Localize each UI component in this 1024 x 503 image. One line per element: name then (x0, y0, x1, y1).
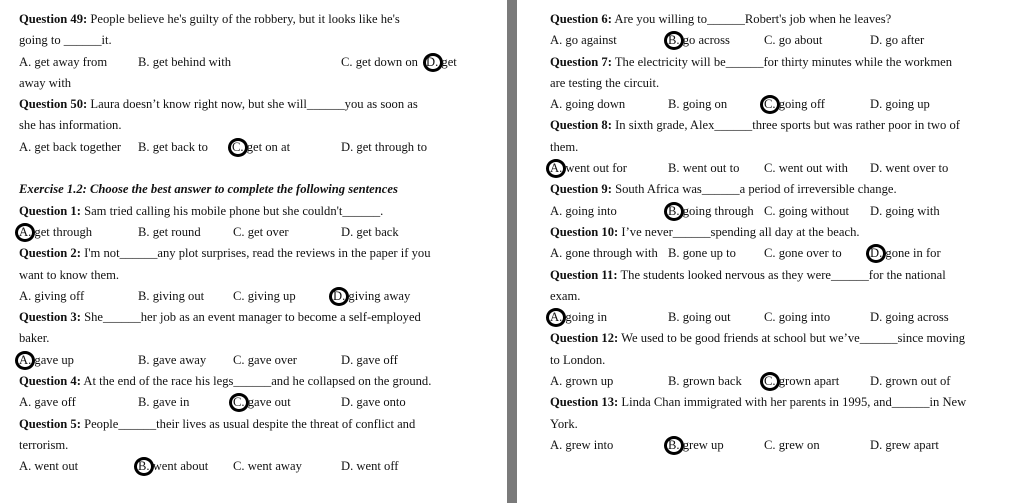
option-c[interactable]: C. giving up (233, 288, 296, 303)
question-8-text-2: them. (550, 139, 579, 154)
option-a[interactable]: A. get away from (19, 54, 108, 69)
option-b[interactable]: B. going out (668, 310, 731, 325)
question-5-line-1 (19, 414, 469, 435)
option-c[interactable]: C. gave over (233, 352, 297, 367)
question-1-number: Question 1: (19, 203, 81, 218)
option-c[interactable]: C. gave out (233, 395, 291, 410)
option-c[interactable]: C. get over (233, 224, 289, 239)
option-d[interactable]: D. grown out of (870, 374, 951, 389)
question-4-text: At the end of the race his legs______and he collapsed on the ground. (80, 374, 432, 389)
option-b[interactable]: B. went out to (668, 161, 740, 176)
question-49-line-1 (19, 9, 469, 30)
option-d[interactable]: D. went off (341, 459, 399, 474)
question-7-line-2 (550, 73, 1010, 94)
option-c[interactable]: C. go about (764, 33, 823, 48)
question-13-text: Linda Chan immigrated with her parents in 1995, and______in New (618, 395, 967, 410)
option-b[interactable]: B. going on (668, 97, 728, 112)
option-d[interactable]: D. gave off (341, 352, 398, 367)
question-9-line-1 (550, 179, 1010, 200)
exercise-title: Exercise 1.2 (19, 182, 83, 197)
question-11-text-2: exam. (550, 288, 581, 303)
option-a[interactable]: A. going into (550, 203, 617, 218)
option-a[interactable]: A. grown up (550, 374, 614, 389)
option-c[interactable]: C. grew on (764, 437, 820, 452)
question-9-text: South Africa was______a period of irreversible change. (611, 182, 897, 197)
option-a[interactable]: A. went out for (550, 161, 627, 176)
question-2-number: Question 2: (19, 246, 81, 261)
question-49-text: People believe he's guilty of the robbery, but it looks like he's (87, 12, 400, 26)
question-12-text-2: to London. (550, 352, 606, 367)
question-5-number: Question 5: (19, 416, 81, 431)
question-13-line-2 (550, 414, 1010, 435)
question-11-options (550, 307, 1010, 328)
option-a[interactable]: A. gone through with (550, 246, 658, 261)
option-a[interactable]: A. grew into (550, 437, 614, 452)
option-d[interactable]: D. gone in for (870, 246, 941, 261)
question-11-line-1 (550, 265, 1010, 286)
question-6-line-1 (550, 9, 1010, 30)
question-7-text-2: are testing the circuit. (550, 75, 660, 90)
question-6-number: Question 6: (550, 12, 612, 26)
option-b[interactable]: B. grown back (668, 374, 742, 389)
question-3-text: She______her job as an event manager to become a self-employed (80, 310, 421, 325)
option-a[interactable]: A. get back together (19, 139, 122, 154)
question-4-number: Question 4: (19, 374, 81, 389)
option-c[interactable]: C. went out with (764, 161, 848, 176)
question-12-line-1 (550, 328, 1010, 349)
question-1-line-1 (19, 201, 469, 222)
question-49-number: Question 49: (19, 12, 88, 26)
question-5-text-2: terrorism. (19, 437, 69, 452)
question-12-text: We used to be good friends at school but we’ve______since moving (618, 331, 965, 346)
question-49-line-2 (19, 30, 469, 51)
left-page (0, 0, 507, 503)
option-a[interactable]: A. gave off (19, 395, 76, 410)
option-d[interactable]: D. grew apart (870, 437, 939, 452)
option-c[interactable]: C. get down on (341, 54, 418, 69)
option-c[interactable]: C. grown apart (764, 374, 840, 389)
option-d[interactable]: D. get through to (341, 139, 428, 154)
question-9-number: Question 9: (550, 182, 612, 197)
question-4-line-1 (19, 371, 469, 392)
option-c[interactable]: C. going without (764, 203, 850, 218)
question-7-text: The electricity will be______for thirty minutes while the workmen (611, 54, 953, 69)
question-50-number: Question 50: (19, 97, 88, 112)
exercise-heading (19, 179, 469, 200)
question-7-options (550, 94, 1010, 115)
question-6-options (550, 30, 1010, 51)
option-d[interactable]: D. get back (341, 224, 399, 239)
option-b[interactable]: B. gave in (138, 395, 190, 410)
question-10-line-1 (550, 222, 1010, 243)
question-1-options (19, 222, 469, 243)
right-column (550, 9, 1010, 456)
question-2-text: I'm not______any plot surprises, read the reviews in the paper if you (80, 246, 431, 261)
question-5-line-2 (19, 435, 469, 456)
option-d[interactable]: D. giving away (333, 288, 411, 303)
question-3-number: Question 3: (19, 310, 81, 325)
option-a[interactable]: A. go against (550, 33, 617, 48)
option-b[interactable]: B. go across (668, 33, 730, 48)
question-10-text: I’ve never______spending all day at the beach. (618, 224, 860, 239)
option-b[interactable]: B. get behind with (138, 54, 232, 69)
question-2-line-2 (19, 265, 469, 286)
option-c[interactable]: C. going into (764, 310, 831, 325)
question-7-line-1 (550, 52, 1010, 73)
option-c[interactable]: C. get on at (232, 139, 291, 154)
question-11-line-2 (550, 286, 1010, 307)
question-13-line-1 (550, 392, 1010, 413)
option-d[interactable]: D. go after (870, 33, 925, 48)
option-a[interactable]: A. going down (550, 97, 626, 112)
question-1-text: Sam tried calling his mobile phone but she couldn't______. (80, 203, 384, 218)
option-c[interactable]: C. going off (764, 97, 825, 112)
question-7-number: Question 7: (550, 54, 612, 69)
option-a[interactable]: A. get through (19, 224, 93, 239)
left-column (19, 9, 469, 478)
option-d[interactable]: D. going with (870, 203, 940, 218)
exercise-instruction: : Choose the best answer to complete the following sentences (82, 182, 398, 197)
question-10-options (550, 243, 1010, 264)
question-12-options (550, 371, 1010, 392)
question-8-line-2 (550, 137, 1010, 158)
option-a[interactable]: A. going in (550, 310, 608, 325)
question-8-line-1 (550, 115, 1010, 136)
page-divider (507, 0, 517, 503)
option-b[interactable]: B. get back to (138, 139, 208, 154)
option-b[interactable]: B. gave away (138, 352, 207, 367)
option-b[interactable]: B. went about (138, 459, 209, 474)
spacer (19, 158, 469, 179)
option-d[interactable]: D. gave onto (341, 395, 406, 410)
option-d[interactable]: D. going across (870, 310, 949, 325)
option-d[interactable]: D. get (426, 54, 457, 69)
question-49-option-d-cont: away with (19, 75, 72, 90)
question-11-number: Question 11: (550, 267, 618, 282)
right-page (517, 0, 1024, 503)
option-b[interactable]: B. giving out (138, 288, 205, 303)
question-49-option-cont (19, 73, 469, 94)
question-5-options (19, 456, 469, 477)
question-6-text: Are you willing to______Robert's job when he leaves? (611, 12, 892, 26)
option-b[interactable]: B. going through (668, 203, 754, 218)
option-a[interactable]: A. giving off (19, 288, 85, 303)
question-2-line-1 (19, 243, 469, 264)
question-5-text: People______their lives as usual despite the threat of conflict and (80, 416, 416, 431)
option-a[interactable]: A. went out (19, 459, 79, 474)
option-d[interactable]: D. going up (870, 97, 930, 112)
option-a[interactable]: A. gave up (19, 352, 74, 367)
question-2-options (19, 286, 469, 307)
option-b[interactable]: B. get round (138, 224, 201, 239)
option-c[interactable]: C. gone over to (764, 246, 842, 261)
question-4-options (19, 392, 469, 413)
question-8-text: In sixth grade, Alex______three sports but was rather poor in two of (611, 118, 960, 133)
question-3-line-2 (19, 328, 469, 349)
question-50-line-1 (19, 94, 469, 115)
question-13-options (550, 435, 1010, 456)
question-12-line-2 (550, 350, 1010, 371)
question-50-text: Laura doesn’t know right now, but she will______you as soon as (87, 97, 418, 112)
question-2-text-2: want to know them. (19, 267, 120, 282)
option-c[interactable]: C. went away (233, 459, 302, 474)
question-13-number: Question 13: (550, 395, 619, 410)
question-3-line-1 (19, 307, 469, 328)
question-49-options (19, 52, 469, 73)
question-8-number: Question 8: (550, 118, 612, 133)
question-3-options (19, 350, 469, 371)
question-13-text-2: York. (550, 416, 578, 431)
question-10-number: Question 10: (550, 224, 619, 239)
question-50-options (19, 137, 469, 158)
question-8-options (550, 158, 1010, 179)
question-49-text-2: going to ______it. (19, 33, 112, 48)
option-d[interactable]: D. went over to (870, 161, 949, 176)
question-50-text-2: she has information. (19, 118, 122, 133)
question-9-options (550, 201, 1010, 222)
question-12-number: Question 12: (550, 331, 619, 346)
question-50-line-2 (19, 115, 469, 136)
question-11-text: The students looked nervous as they were______for the national (617, 267, 946, 282)
option-b[interactable]: B. gone up to (668, 246, 736, 261)
question-3-text-2: baker. (19, 331, 50, 346)
option-b[interactable]: B. grew up (668, 437, 724, 452)
